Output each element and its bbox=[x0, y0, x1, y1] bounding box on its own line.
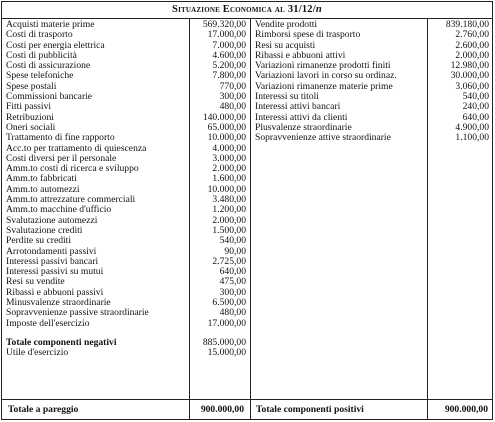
table-row bbox=[255, 92, 489, 102]
item-amount: 3.000,00 bbox=[212, 152, 246, 164]
table-row bbox=[255, 133, 489, 143]
item-label: Interessi passivi su mutui bbox=[6, 267, 104, 278]
table-row bbox=[6, 348, 246, 358]
item-label: Amm.to automezzi bbox=[6, 184, 80, 195]
item-label: Spese telefoniche bbox=[6, 71, 74, 82]
item-amount: 10.000,00 bbox=[207, 183, 246, 195]
table-row bbox=[6, 154, 246, 164]
item-label: Amm.to costi di ricerca e sviluppo bbox=[6, 164, 139, 175]
table-row bbox=[6, 288, 246, 298]
item-label: Perdite su crediti bbox=[6, 236, 72, 247]
item-label: Vendite prodotti bbox=[255, 20, 318, 30]
item-amount: 480,00 bbox=[219, 307, 246, 319]
item-label: Interessi passivi bancari bbox=[6, 256, 99, 267]
item-label: Ribassi e abbuoni attivi bbox=[255, 50, 346, 61]
item-amount: 7.000,00 bbox=[212, 39, 246, 51]
item-amount: 2.600,00 bbox=[455, 39, 489, 51]
table-row bbox=[6, 51, 246, 61]
item-label: Amm.to attrezzature commerciali bbox=[6, 195, 136, 206]
item-label: Interessi attivi bancari bbox=[255, 102, 341, 113]
item-label: Variazioni rimanenze prodotti finiti bbox=[255, 61, 391, 72]
item-amount: 1.500,00 bbox=[212, 224, 246, 236]
item-amount: 300,00 bbox=[219, 91, 246, 103]
item-amount: 3.060,00 bbox=[455, 80, 489, 92]
item-amount: 12.980,00 bbox=[450, 60, 489, 72]
item-amount: 770,00 bbox=[219, 80, 246, 92]
item-label: Svalutazione automezzi bbox=[6, 215, 98, 226]
item-amount: 300,00 bbox=[219, 286, 246, 298]
table-row bbox=[6, 61, 246, 71]
item-label: Interessi attivi da clienti bbox=[255, 112, 348, 123]
item-amount: 540,00 bbox=[462, 91, 489, 103]
table-row bbox=[255, 41, 489, 51]
item-label: Acc.to per trattamento di quiescenza bbox=[6, 143, 147, 154]
item-label: Sopravvenienze passive straordinarie bbox=[6, 308, 149, 319]
table-row bbox=[6, 257, 246, 267]
item-amount: 140.000,00 bbox=[202, 111, 246, 123]
item-amount: 475,00 bbox=[219, 276, 246, 288]
item-amount: 5.200,00 bbox=[212, 60, 246, 72]
item-amount: 640,00 bbox=[462, 111, 489, 123]
item-amount: 2.000,00 bbox=[212, 214, 246, 226]
item-label: Acquisti materie prime bbox=[6, 20, 95, 30]
table-row bbox=[6, 247, 246, 257]
item-label: Resi su vendite bbox=[6, 277, 65, 288]
item-label: Imposte dell'esercizio bbox=[6, 318, 90, 329]
item-label: Totale componenti negativi bbox=[6, 337, 117, 348]
center-divider bbox=[250, 18, 251, 419]
item-amount: 6.500,00 bbox=[212, 297, 246, 309]
item-label: Variazioni rimanenze materie prime bbox=[255, 81, 393, 92]
item-amount: 2.000,00 bbox=[455, 49, 489, 61]
item-label: Plusvalenze straordinarie bbox=[255, 122, 352, 133]
item-amount: 2.760,00 bbox=[455, 29, 489, 41]
table-row bbox=[6, 319, 246, 329]
table-row bbox=[6, 195, 246, 205]
item-amount: 4.000,00 bbox=[212, 142, 246, 154]
item-amount: 640,00 bbox=[219, 266, 246, 278]
item-amount: 240,00 bbox=[462, 101, 489, 113]
item-label: Amm.to macchine d'ufficio bbox=[6, 205, 112, 216]
table-row bbox=[6, 205, 246, 215]
item-amount: 1.100,00 bbox=[455, 132, 489, 144]
item-label: Costi di pubblicità bbox=[6, 50, 77, 61]
item-label: Costi di trasporto bbox=[6, 30, 73, 41]
item-label: Retribuzioni bbox=[6, 112, 54, 123]
item-amount: 7.800,00 bbox=[212, 70, 246, 82]
table-row bbox=[255, 113, 489, 123]
item-label: Fitti passivi bbox=[6, 102, 52, 113]
item-label: Sopravvenienze attive straordinarie bbox=[255, 133, 391, 144]
item-label: Trattamento di fine rapporto bbox=[6, 133, 115, 144]
title-divider bbox=[2, 18, 492, 19]
item-amount: 1.200,00 bbox=[212, 204, 246, 216]
item-amount: 2.000,00 bbox=[212, 163, 246, 175]
table-row bbox=[6, 41, 246, 51]
table-row bbox=[6, 30, 246, 40]
negative-components-column bbox=[6, 20, 246, 359]
table-row bbox=[6, 82, 246, 92]
item-label: Minusvalenze straordinarie bbox=[6, 298, 111, 309]
table-row bbox=[6, 267, 246, 277]
item-amount: 15.000,00 bbox=[207, 347, 246, 359]
item-label: Oneri sociali bbox=[6, 122, 56, 133]
table-row bbox=[6, 277, 246, 287]
total-left-label: Totale a pareggio bbox=[8, 404, 79, 415]
item-amount: 65.000,00 bbox=[207, 121, 246, 133]
table-row bbox=[6, 236, 246, 246]
item-amount: 3.480,00 bbox=[212, 194, 246, 206]
table-row bbox=[6, 133, 246, 143]
table-row bbox=[255, 20, 489, 30]
table-row bbox=[6, 226, 246, 236]
item-amount: 2.725,00 bbox=[212, 255, 246, 267]
item-amount: 885.000,00 bbox=[202, 336, 246, 348]
item-label: Costi diversi per il personale bbox=[6, 153, 117, 164]
item-label: Utile d'esercizio bbox=[6, 348, 69, 359]
item-label: Variazioni lavori in corso su ordinaz. bbox=[255, 71, 397, 82]
item-amount: 480,00 bbox=[219, 101, 246, 113]
item-label: Ribassi e abbuoni passivi bbox=[6, 287, 104, 298]
item-label: Arrotondamenti passivi bbox=[6, 246, 97, 257]
table-title: Situazione Economica al 31/12/n bbox=[172, 4, 322, 15]
item-label: Costi di assicurazione bbox=[6, 61, 91, 72]
table-row bbox=[255, 102, 489, 112]
item-amount: 1.600,00 bbox=[212, 173, 246, 185]
item-amount: 30.000,00 bbox=[450, 70, 489, 82]
positive-components-column bbox=[255, 20, 489, 144]
item-amount: 90,00 bbox=[224, 245, 246, 257]
item-label: Svalutazione crediti bbox=[6, 225, 83, 236]
item-amount: 17.000,00 bbox=[207, 317, 246, 329]
item-label: Costi per energia elettrica bbox=[6, 40, 105, 51]
table-row bbox=[6, 164, 246, 174]
item-amount: 10.000,00 bbox=[207, 132, 246, 144]
item-amount: 569.320,00 bbox=[202, 19, 246, 30]
table-row bbox=[6, 92, 246, 102]
item-label: Rimborsi spese di trasporto bbox=[255, 30, 361, 41]
table-row bbox=[255, 123, 489, 133]
table-row bbox=[6, 216, 246, 226]
table-row bbox=[6, 71, 246, 81]
item-amount: 540,00 bbox=[219, 235, 246, 247]
item-amount: 17.000,00 bbox=[207, 29, 246, 41]
item-amount: 4.900,00 bbox=[455, 121, 489, 133]
total-left-amount: 900.000,00 bbox=[200, 404, 244, 415]
table-row bbox=[255, 30, 489, 40]
economic-statement-table bbox=[1, 1, 493, 420]
table-row bbox=[255, 82, 489, 92]
item-label: Amm.to fabbricati bbox=[6, 174, 77, 185]
table-row bbox=[255, 71, 489, 81]
table-row bbox=[6, 298, 246, 308]
item-amount: 4.600,00 bbox=[212, 49, 246, 61]
item-label: Spese postali bbox=[6, 81, 57, 92]
table-row bbox=[6, 185, 246, 195]
item-label: Interessi su titoli bbox=[255, 92, 319, 103]
total-right-amount: 900.000,00 bbox=[444, 404, 488, 415]
total-right-label: Totale componenti positivi bbox=[256, 404, 364, 415]
table-row bbox=[6, 144, 246, 154]
item-label: Resi su acquisti bbox=[255, 40, 316, 51]
item-amount: 839.180,00 bbox=[445, 19, 489, 30]
item-label: Commissioni bancarie bbox=[6, 92, 93, 103]
